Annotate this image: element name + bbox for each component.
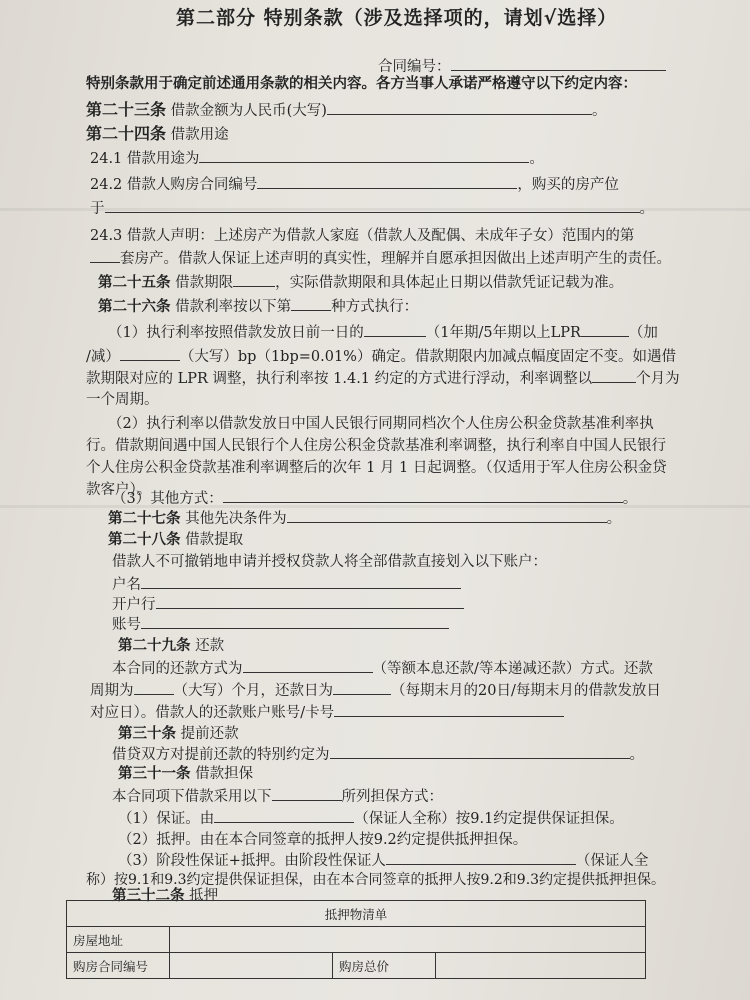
option-1 bbox=[108, 322, 658, 343]
clause-24-3-cont bbox=[90, 248, 671, 269]
account-name-label: 户名 bbox=[112, 577, 141, 593]
other-method-field[interactable] bbox=[223, 488, 623, 503]
option-1-text-b: （1年期/5年期以上LPR bbox=[425, 325, 581, 341]
address-label: 房屋地址 bbox=[67, 927, 170, 953]
option-1-text-f: 款期限对应的 LPR 调整，执行利率按 1.4.1 约定的方式进行浮动，利率调整以 bbox=[86, 371, 593, 387]
repay-period-text-a: 周期为 bbox=[90, 683, 134, 699]
option-1-text-g: 个月为 bbox=[636, 371, 680, 387]
account-name-field[interactable] bbox=[141, 574, 461, 589]
clause-24-3-cont-text: 套房产。借款人保证上述声明的真实性，理解并自愿承担因做出上述声明产生的责任。 bbox=[120, 251, 671, 267]
repay-period-row bbox=[90, 680, 661, 701]
prepay-text: 借贷双方对提前还款的特别约定为 bbox=[112, 747, 330, 763]
article-32-label: 第三十二条 bbox=[112, 888, 185, 904]
loan-amount-field[interactable] bbox=[327, 100, 592, 115]
account-name-row bbox=[112, 574, 461, 595]
loan-term-field[interactable] bbox=[233, 272, 275, 287]
purchase-contract-cell[interactable] bbox=[170, 953, 333, 979]
clause-24-2-tail: ，购买的房产位 bbox=[517, 177, 619, 193]
guarantee-row bbox=[112, 786, 443, 807]
bank-label: 开户行 bbox=[112, 597, 156, 613]
purchase-contract-label: 购房合同编号 bbox=[67, 953, 170, 979]
guarantee-opt-3-cont: 称）按9.1和9.3约定提供保证担保，由在本合同签章的抵押人按9.2和9.3约定提供抵押担保。 bbox=[86, 872, 666, 888]
property-location-field[interactable] bbox=[105, 198, 640, 213]
repay-method-text-a: 本合同的还款方式为 bbox=[112, 661, 243, 677]
guarantee-opt-3-text-b: （保证人全 bbox=[575, 853, 649, 869]
article-24-label: 第二十四条 bbox=[86, 124, 167, 143]
clause-24-2 bbox=[90, 174, 619, 195]
article-25-text-b: ，实际借款期限和具体起止日期以借款凭证记载为准。 bbox=[275, 275, 624, 291]
prepay-field[interactable] bbox=[330, 744, 630, 759]
article-32-title: 抵押 bbox=[189, 888, 219, 904]
bank-field[interactable] bbox=[156, 594, 464, 609]
option-1-text-e: （大写）bp（1bp=0.01%）确定。借款期限内加减点幅度固定不变。如遇借 bbox=[179, 349, 676, 365]
guarantee-opt-3-text-a: （3）阶段性保证+抵押。由阶段性保证人 bbox=[118, 853, 386, 869]
article-30-title: 提前还款 bbox=[180, 726, 239, 742]
repay-period-field[interactable] bbox=[134, 680, 174, 695]
option-2-l2: 行。借款期间遇中国人民银行个人住房公积金贷款基准利率调整，执行利率自中国人民银行 bbox=[86, 438, 666, 454]
collateral-table bbox=[66, 900, 646, 979]
repay-day-field[interactable] bbox=[333, 680, 391, 695]
bp-field[interactable] bbox=[120, 346, 180, 361]
option-1-text-a: （1）执行利率按照借款发放日前一日的 bbox=[108, 325, 364, 341]
article-29-label: 第二十九条 bbox=[118, 638, 191, 654]
article-27: 第二十七条 其他先决条件为 。 bbox=[108, 508, 621, 529]
intro-text: 特别条款用于确定前述通用条款的相关内容。各方当事人承诺严格遵守以下约定内容： bbox=[86, 76, 637, 92]
collateral-table-title: 抵押物清单 bbox=[67, 901, 646, 927]
lpr-date-field[interactable] bbox=[364, 322, 426, 337]
option-2: （2）执行利率以借款发放日中国人民银行同期同档次个人住房公积金贷款基准利率执 bbox=[108, 416, 654, 432]
guarantee-type-field[interactable] bbox=[272, 786, 342, 801]
repay-period-text-b: （大写）个月，还款日为 bbox=[173, 683, 333, 699]
article-23-text: 借款金额为人民币(大写) bbox=[170, 103, 327, 119]
article-31-title: 借款担保 bbox=[195, 766, 254, 782]
guarantee-text-a: 本合同项下借款采用以下 bbox=[112, 789, 272, 805]
preconditions-field[interactable] bbox=[287, 508, 607, 523]
article-31-label: 第三十一条 bbox=[118, 766, 191, 782]
purchase-contract-no-field[interactable] bbox=[257, 174, 517, 189]
total-price-label: 购房总价 bbox=[333, 953, 436, 979]
option-1-text-c: （加 bbox=[628, 325, 658, 341]
article-29 bbox=[118, 636, 224, 656]
article-29-title: 还款 bbox=[195, 638, 225, 654]
article-23-label: 第二十三条 bbox=[86, 100, 167, 119]
contract-no-field[interactable] bbox=[451, 56, 666, 71]
guarantee-text-b: 所列担保方式： bbox=[341, 789, 443, 805]
article-26 bbox=[98, 296, 418, 317]
clause-24-2-cont-text: 于 bbox=[90, 201, 105, 217]
clause-24-2-text: 24.2 借款人购房合同编号 bbox=[90, 177, 258, 193]
page-title: 第二部分 特别条款（涉及选择项的，请划√选择） bbox=[176, 7, 618, 29]
article-25 bbox=[98, 272, 623, 293]
option-1-l2 bbox=[86, 346, 676, 367]
clause-24-1-text: 24.1 借款用途为 bbox=[90, 151, 200, 167]
contract-no-label: 合同编号： bbox=[378, 59, 451, 75]
account-no-label: 账号 bbox=[112, 617, 141, 633]
option-1-text-d: /减） bbox=[86, 349, 120, 365]
repay-account-row bbox=[90, 702, 564, 723]
article-31 bbox=[118, 764, 253, 784]
article-28-title: 借款提取 bbox=[185, 532, 244, 548]
guarantee-opt-2: （2）抵押。由在本合同签章的抵押人按9.2约定提供抵押担保。 bbox=[118, 832, 528, 848]
adjust-period-field[interactable] bbox=[592, 368, 636, 383]
repay-method-row bbox=[112, 658, 653, 679]
clause-24-2-cont: 于 。 bbox=[90, 198, 654, 219]
option-3: （3）其他方式： 。 bbox=[112, 488, 637, 509]
article-26-label: 第二十六条 bbox=[98, 299, 171, 315]
guarantee-opt-1 bbox=[118, 808, 624, 829]
article-30 bbox=[118, 724, 239, 744]
option-2-l4: 款客户）。 bbox=[86, 482, 152, 498]
prepay-row: 借贷双方对提前还款的特别约定为 。 bbox=[112, 744, 644, 765]
guarantee-opt-3 bbox=[118, 850, 648, 871]
article-27-text: 其他先决条件为 bbox=[185, 511, 287, 527]
article-25-text-a: 借款期限 bbox=[175, 275, 234, 291]
property-count-field[interactable] bbox=[90, 248, 120, 263]
address-cell[interactable] bbox=[170, 927, 646, 953]
total-price-cell[interactable] bbox=[436, 953, 646, 979]
account-no-row bbox=[112, 614, 449, 635]
article-28-label: 第二十八条 bbox=[108, 532, 181, 548]
option-3-text: （3）其他方式： bbox=[112, 491, 223, 507]
lpr-type-field[interactable] bbox=[581, 322, 629, 337]
article-24 bbox=[86, 124, 229, 145]
clause-24-3: 24.3 借款人声明：上述房产为借款人家庭（借款人及配偶、未成年子女）范围内的第 bbox=[90, 228, 635, 244]
repay-account-field[interactable] bbox=[334, 702, 564, 717]
option-1-l4: 一个周期。 bbox=[86, 392, 159, 408]
article-23: 第二十三条 借款金额为人民币(大写) 。 bbox=[86, 100, 607, 119]
article-28 bbox=[108, 530, 243, 550]
account-no-field[interactable] bbox=[141, 614, 449, 629]
article-25-label: 第二十五条 bbox=[98, 275, 171, 291]
article-26-text-b: 种方式执行： bbox=[331, 299, 419, 315]
loan-purpose-field[interactable] bbox=[199, 148, 529, 163]
article-30-label: 第三十条 bbox=[118, 726, 176, 742]
article-28-text: 借款人不可撤销地申请并授权贷款人将全部借款直接划入以下账户： bbox=[112, 554, 547, 570]
repay-account-text: 对应日）。借款人的还款账户账号/卡号 bbox=[90, 705, 335, 721]
article-26-text-a: 借款利率按以下第 bbox=[175, 299, 292, 315]
bank-row bbox=[112, 594, 464, 615]
guarantee-opt-1-text-b: （保证人全称）按9.1约定提供保证担保。 bbox=[354, 811, 624, 827]
article-24-title: 借款用途 bbox=[170, 127, 229, 143]
option-2-l3: 个人住房公积金贷款基准利率调整后的次年 1 月 1 日起调整。（仅适用于军人住房公积金贷 bbox=[86, 460, 667, 476]
clause-24-1: 24.1 借款用途为 。 bbox=[90, 148, 544, 169]
option-1-l3 bbox=[86, 368, 680, 389]
repay-period-text-c: （每期末月的20日/每期末月的借款发放日 bbox=[391, 683, 661, 699]
repay-method-text-b: （等额本息还款/等本递减还款）方式。还款 bbox=[372, 661, 653, 677]
article-27-label: 第二十七条 bbox=[108, 511, 181, 527]
guarantee-opt-1-text-a: （1）保证。由 bbox=[118, 811, 215, 827]
rate-method-field[interactable] bbox=[291, 296, 331, 311]
guarantor-name-field[interactable] bbox=[214, 808, 354, 823]
stage-guarantor-field[interactable] bbox=[386, 850, 576, 865]
repay-method-field[interactable] bbox=[243, 658, 373, 673]
